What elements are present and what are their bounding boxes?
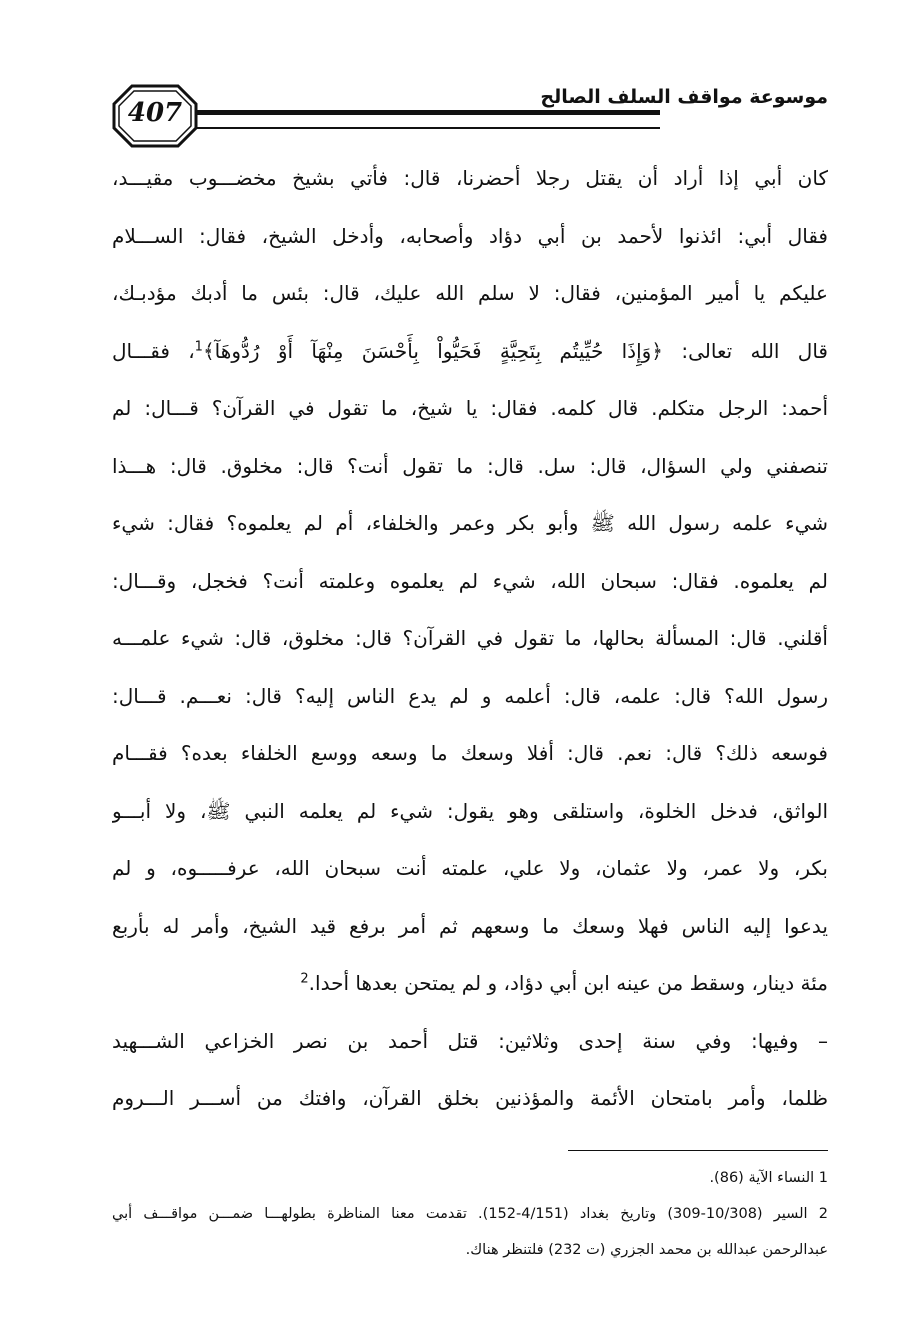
text-line-paragraph-end bbox=[112, 955, 828, 1013]
text-line-content: مئة دينار، وسقط من عينه ابن أبي دؤاد، و لم يمتحن بعدها أحدا. bbox=[308, 971, 828, 995]
text-line: كان أبي إذا أراد أن يقتل رجلا أحضرنا، قال: فأتي بشيخ مخضـــوب مقيـــد، bbox=[112, 166, 828, 190]
footnote-2-continuation: عبدالرحمن عبدالله بن محمد الجزري (ت 232) فلتنظر هناك. bbox=[465, 1242, 828, 1258]
text-line: فقال أبي: ائذنوا لأحمد بن أبي دؤاد وأصحابه، وأدخل الشيخ، فقال: الســـلام bbox=[112, 223, 828, 248]
text-line: فوسعه ذلك؟ قال: نعم. قال: أفلا وسعك ما وسعه ووسع الخلفاء بعده؟ فقـــام bbox=[112, 741, 828, 765]
text-line: عليكم يا أمير المؤمنين، فقال: لا سلم الله عليك، قال: بئس ما أدبك مؤدبـك، bbox=[112, 281, 828, 305]
footnote-1: 1 النساء الآية (86). bbox=[709, 1170, 828, 1186]
text-line: – وفيها: وفي سنة إحدى وثلاثين: قتل أحمد بن نصر الخزاعي الشـــهيد bbox=[112, 1028, 828, 1053]
text-line-quran bbox=[112, 323, 828, 381]
quran-verse: قال الله تعالى: ﴿وَإِذَا حُيِّيتُم بِتَحِيَّةٍ فَحَيُّواْ بِأَحْسَنَ مِنْهَآ أَوْ رُدُّوهَآ﴾ bbox=[202, 338, 828, 363]
footnote-ref: 2 bbox=[300, 971, 309, 987]
text-line-continuation: ، فقـــال bbox=[112, 338, 195, 363]
text-line: لم يعلموه. فقال: سبحان الله، شيء لم يعلموه وعلمته أنت؟ فخجل، وقـــال: bbox=[112, 568, 828, 593]
page-number-badge bbox=[112, 84, 198, 148]
series-title: موسوعة مواقف السلف الصالح bbox=[540, 86, 828, 108]
text-line: بكر، ولا عمر، ولا عثمان، ولا علي، علمته أنت سبحان الله، عرفـــــوه، و لم bbox=[112, 856, 828, 880]
footnote-2: 2 السير (10/308-309) وتاريخ بغداد (4/151-152). تقدمت معنا المناظرة بطولهـــا ضمـــن مواقـــف أبي bbox=[112, 1206, 828, 1222]
text-line: الواثق، فدخل الخلوة، واستلقى وهو يقول: شيء لم يعلمه النبي ﷺ، ولا أبـــو bbox=[112, 798, 828, 823]
header-rule bbox=[196, 110, 660, 129]
text-line: ظلما، وأمر بامتحان الأئمة والمؤذنين بخلق القرآن، وافتك من أســـر الـــروم bbox=[112, 1086, 828, 1110]
text-line: تنصفني ولي السؤال، قال: سل. قال: ما تقول أنت؟ قال: مخلوق. قال: هـــذا bbox=[112, 453, 828, 478]
page-number: 407 bbox=[127, 98, 183, 128]
body-text bbox=[112, 150, 828, 1128]
footnote-separator bbox=[568, 1150, 828, 1151]
text-line: أقلني. قال: المسألة بحالها، ما تقول في القرآن؟ قال: مخلوق، قال: شيء علمـــه bbox=[112, 626, 828, 650]
footnote-ref: 1 bbox=[194, 338, 203, 354]
page-header bbox=[112, 84, 828, 154]
text-line: شيء علمه رسول الله ﷺ وأبو بكر وعمر والخلفاء، أم لم يعلموه؟ فقال: شيء bbox=[112, 511, 828, 535]
text-line: رسول الله؟ قال: علمه، قال: أعلمه و لم يدع الناس إليه؟ قال: نعـــم. قـــال: bbox=[112, 683, 828, 708]
footnotes bbox=[112, 1160, 828, 1268]
text-line: يدعوا إليه الناس فهلا وسعك ما وسعهم ثم أمر برفع قيد الشيخ، وأمر له بأربع bbox=[112, 913, 828, 938]
text-line: أحمد: الرجل متكلم. قال كلمه. فقال: يا شيخ، ما تقول في القرآن؟ قـــال: لم bbox=[112, 396, 828, 420]
